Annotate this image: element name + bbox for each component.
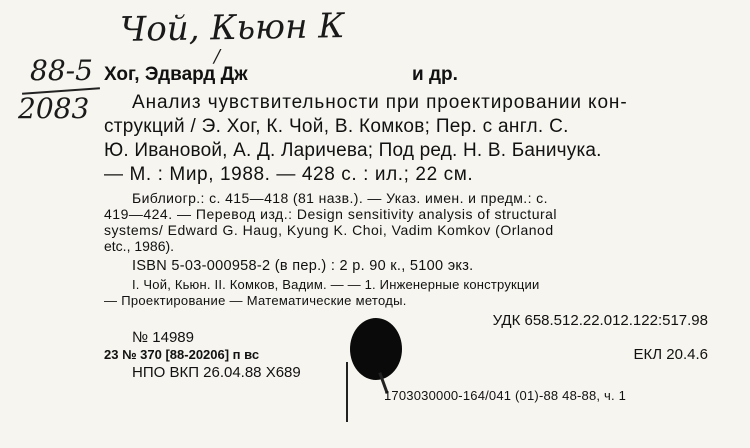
author-heading: Хог, Эдвард Дж (104, 64, 248, 85)
vertical-rule (346, 362, 348, 422)
description-line-3: Ю. Ивановой, А. Д. Ларичева; Под ред. Н. В. Баничука. (104, 140, 602, 161)
description-line-2: струкций / Э. Хог, К. Чой, В. Комков; Пер. с англ. С. (104, 116, 569, 137)
notes-line-1: Библиогр.: с. 415—418 (81 назв.). — Указ. имен. и предм.: с. (132, 190, 548, 206)
notes-line-3: systems/ Edward G. Haug, Kyung K. Choi, Vadim Komkov (Orlanod (104, 222, 554, 238)
ekl-code: ЕКЛ 20.4.6 (633, 346, 708, 363)
description-line-1: Анализ чувствительности при проектировании кон- (132, 92, 628, 113)
handwritten-author-note: Чой, Кьюн К (119, 6, 345, 50)
record-number: № 14989 (132, 329, 194, 346)
notes-line-4: etc., 1986). (104, 238, 175, 254)
tracing-line-2: — Проектирование — Математические методы. (104, 293, 407, 308)
author-et-al: и др. (412, 64, 458, 85)
handwritten-shelf-top: 88-5 (30, 54, 93, 87)
notes-line-2: 419—424. — Перевод изд.: Design sensitivity analysis of structural (104, 206, 558, 222)
handwritten-shelf-bottom: 2083 (18, 92, 90, 125)
description-line-4: — М. : Мир, 1988. — 428 с. : ил.; 22 см. (104, 164, 474, 185)
handwritten-slash: / (214, 46, 221, 67)
udk-code: УДК 658.512.22.012.122:517.98 (492, 312, 708, 329)
tracing-line-1: I. Чой, Кьюн. II. Комков, Вадим. — — 1. Инженерные конструкции (132, 277, 540, 292)
isbn-line: ISBN 5-03-000958-2 (в пер.) : 2 р. 90 к., 5100 экз. (132, 258, 474, 274)
print-info: 23 № 370 [88-20206] п вс (104, 347, 260, 362)
npo-line: НПО ВКП 26.04.88 Х689 (132, 364, 301, 381)
punch-hole (350, 318, 402, 380)
index-code: 1703030000-164/041 (01)-88 48-88, ч. 1 (384, 388, 627, 403)
